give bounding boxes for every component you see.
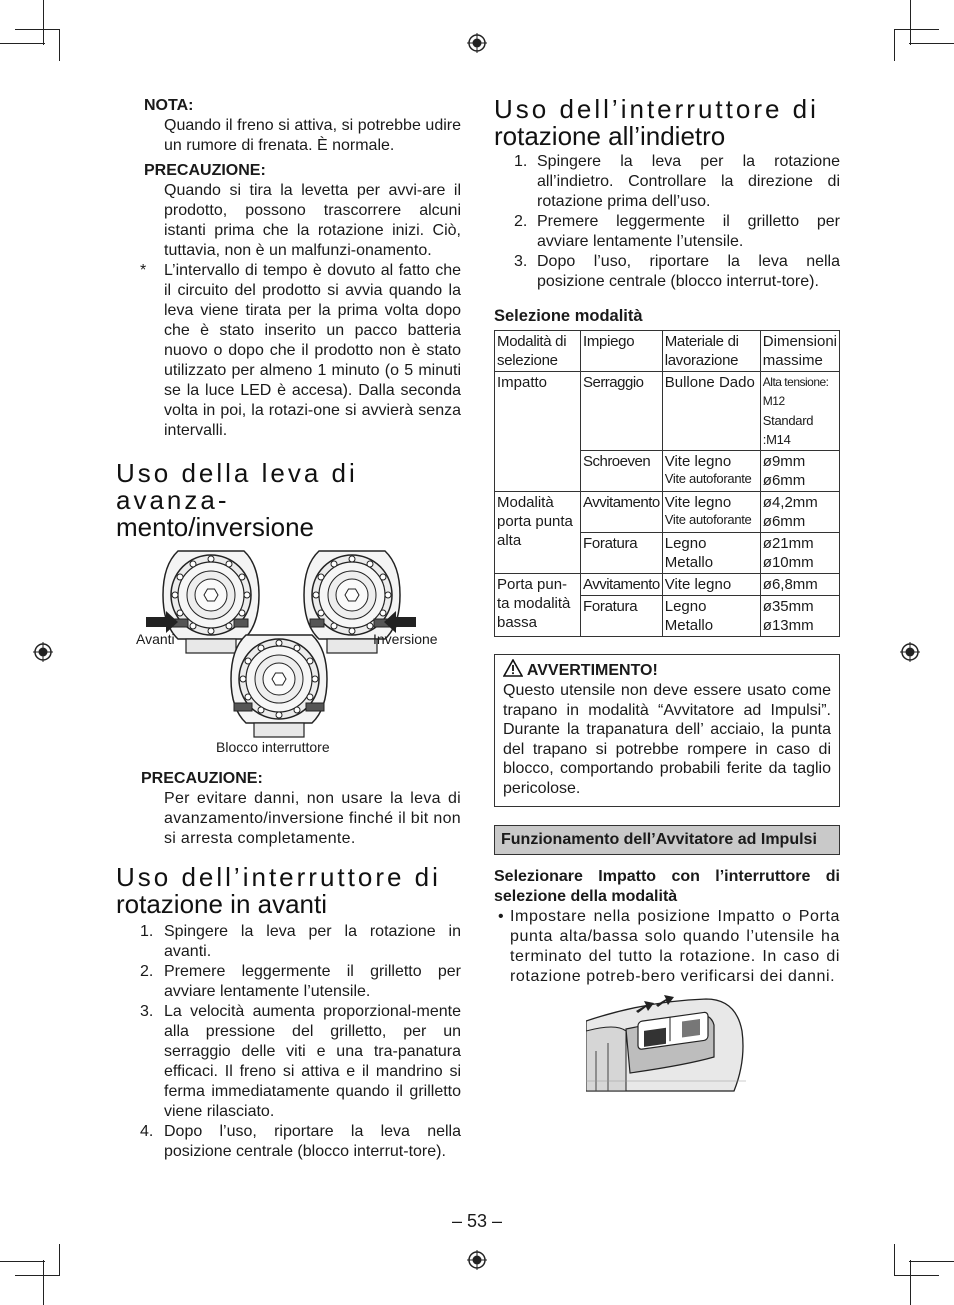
table-header: Dimensioni massime xyxy=(760,331,839,372)
crop-mark xyxy=(0,1261,45,1262)
section-title-line: Uso della leva di avanza- xyxy=(116,458,358,515)
table-row xyxy=(495,574,840,596)
section-title-forward xyxy=(116,864,461,918)
warning-text: Questo utensile non deve essere usato come trapano in modalità “Avvitatore ad Impulsi”. Durante la trapanatura dell’ acciaio, la punta del trapano si potrebbe rompere in caso di blocco, comportando probabili ferite da taglio pericolose. xyxy=(503,682,831,797)
warning-triangle-icon xyxy=(503,659,523,677)
precauzione-label: PRECAUZIONE: xyxy=(141,770,263,787)
page-number: – 53 – xyxy=(451,1211,503,1231)
table-cell-line: ø10mm xyxy=(762,554,814,571)
asterisk-note xyxy=(116,261,461,441)
bullet-mark: • xyxy=(498,908,505,925)
fig-label-reverse: Inversione xyxy=(373,631,438,647)
table-cell: Foratura xyxy=(580,596,662,637)
section-title-lever xyxy=(116,460,461,541)
section-title-line: mento/inversione xyxy=(116,512,314,542)
table-cell-line: ø6mm xyxy=(762,513,806,530)
precauzione-label: PRECAUZIONE: xyxy=(144,162,266,179)
list-item: 3. La velocità aumenta proporzional-mente alla pressione del grilletto, per un serraggio delle viti e una tra-panatura efficaci. Il freno si attiva e il mandrino si ferma immediatamente quando il grilletto viene rilasciato. xyxy=(140,1003,461,1120)
table-cell-line: ø21mm xyxy=(762,535,814,552)
crop-mark xyxy=(909,1261,954,1262)
list-item: 4. Dopo l’uso, riportare la leva nella posizione centrale (blocco interrut-tore). xyxy=(140,1123,461,1160)
table-cell-line: ø13mm xyxy=(762,617,814,634)
left-column xyxy=(116,96,461,1162)
table-cell-line: Vite legno xyxy=(664,453,732,470)
crop-mark xyxy=(15,29,60,30)
table-cell: ø6,8mm xyxy=(760,574,839,596)
crop-mark xyxy=(894,1275,939,1276)
crop-mark xyxy=(894,29,939,30)
list-item: 1. Spingere la leva per la rotazione in avanti. xyxy=(140,923,461,960)
impact-driver-heading: Funzionamento dell’Avvitatore ad Impulsi xyxy=(494,825,840,855)
table-cell: Serraggio xyxy=(580,372,662,451)
registration-mark-icon xyxy=(33,642,53,662)
table-cell-line: Alta tensione: M12 xyxy=(762,375,829,408)
list-item: 1. Spingere la leva per la rotazione all’indietro. Controllare la direzione di rotazione prima dell’uso. xyxy=(514,153,840,210)
table-row xyxy=(495,372,840,451)
lever-figure xyxy=(116,547,461,775)
crop-mark xyxy=(43,1260,44,1305)
table-header: Impiego xyxy=(580,331,662,372)
table-header: Materiale di lavorazione xyxy=(662,331,760,372)
crop-mark xyxy=(0,43,45,44)
table-cell: Schroeven xyxy=(580,451,662,492)
table-cell: Legno Metallo xyxy=(662,533,760,574)
mode-table xyxy=(494,330,840,637)
table-cell-line: Vite autoforante xyxy=(664,471,752,486)
registration-mark-icon xyxy=(900,642,920,662)
table-cell-line: ø35mm xyxy=(762,598,814,615)
table-cell: Legno Metallo xyxy=(662,596,760,637)
table-cell-line: Vite autoforante xyxy=(664,512,752,527)
registration-mark-icon xyxy=(467,1250,487,1270)
table-cell: Modalità porta punta alta xyxy=(495,492,581,574)
precauzione-text: Per evitare danni, non usare la leva di avanzamento/inversione finché il bit non si arresta completamente. xyxy=(164,790,461,847)
table-cell: Bullone Dado xyxy=(662,372,760,451)
table-cell-line: ø9mm xyxy=(762,453,806,470)
select-heading: Selezionare Impatto con l’interruttore di selezione della modalità xyxy=(494,868,840,905)
crop-mark xyxy=(59,29,60,61)
table-cell xyxy=(662,492,760,533)
table-cell-line: Vite legno xyxy=(664,494,732,511)
table-cell xyxy=(760,492,839,533)
crop-mark xyxy=(910,0,911,45)
section-title-line: Uso dell’interruttore di xyxy=(116,862,441,892)
warning-box xyxy=(494,654,840,807)
crop-mark xyxy=(910,1260,911,1305)
list-item: 2. Premere leggermente il grilletto per avviare lentamente l’utensile. xyxy=(514,213,840,250)
section-title-line: Uso dell’interruttore di xyxy=(494,94,819,124)
crop-mark xyxy=(894,1244,895,1276)
section-title-line: rotazione in avanti xyxy=(116,889,328,919)
section-title-line: rotazione all’indietro xyxy=(494,121,726,151)
fig-label-lock: Blocco interruttore xyxy=(216,739,330,755)
right-column xyxy=(494,96,840,1101)
asterisk-text: L’intervallo di tempo è dovuto al fatto che il circuito del prodotto si avvia quando la leva viene tirata per la prima volta dopo che è stato inserito un pacco batteria nuovo o dopo che il prodotto non è stato utilizzato per almeno 1 minuto (o 5 minuti se la luce LED è accesa). Dalla seconda volta in poi, la rotazi-one si avvierà senza intervalli. xyxy=(164,262,461,439)
forward-steps xyxy=(116,922,461,1162)
table-cell: Avvitamento xyxy=(580,492,662,533)
nota-label: NOTA: xyxy=(144,97,194,114)
table-cell: Vite legno xyxy=(662,574,760,596)
crop-mark xyxy=(43,0,44,45)
fig-label-forward: Avanti xyxy=(136,631,175,647)
table-cell: Avvitamento xyxy=(580,574,662,596)
table-cell xyxy=(760,596,839,637)
table-cell xyxy=(760,533,839,574)
table-cell: Impatto xyxy=(495,372,581,492)
warning-title-row xyxy=(503,659,831,681)
registration-mark-icon xyxy=(467,33,487,53)
nota-text: Quando il freno si attiva, si potrebbe udire un rumore di frenata. È normale. xyxy=(164,117,461,154)
crop-mark xyxy=(909,43,954,44)
bullet-text: Impostare nella posizione Impatto o Porta punta alta/bassa solo quando l’utensile ha terminato del tutto la rotazione. In caso di rotazione potreb-bero verificarsi dei danni. xyxy=(510,908,840,985)
bullet-note xyxy=(494,907,840,987)
crop-mark xyxy=(894,29,895,61)
table-cell-line: Standard :M14 xyxy=(762,413,814,447)
crop-mark xyxy=(59,1244,60,1276)
table-row xyxy=(495,331,840,372)
table-cell xyxy=(662,451,760,492)
table-header: Modalità di selezione xyxy=(495,331,581,372)
table-cell: Foratura xyxy=(580,533,662,574)
tool-switch-illustration xyxy=(586,991,746,1101)
crop-mark xyxy=(15,1275,60,1276)
reverse-steps xyxy=(494,152,840,292)
precauzione-text: Quando si tira la levetta per avvi-are il prodotto, possono trascorrere alcuni istanti prima che la rotazione inizi. Ciò, tuttavia, non è un malfunzi-onamento. xyxy=(164,182,461,259)
table-cell-line: ø4,2mm xyxy=(762,494,818,511)
asterisk-mark: * xyxy=(140,262,147,279)
table-cell xyxy=(760,372,839,451)
table-title: Selezione modalità xyxy=(494,307,643,325)
warning-title: AVVERTIMENTO! xyxy=(526,662,658,679)
table-row xyxy=(495,492,840,533)
list-item: 2. Premere leggermente il grilletto per avviare lentamente l’utensile. xyxy=(140,963,461,1000)
table-cell xyxy=(760,451,839,492)
table-cell-line: ø6mm xyxy=(762,472,806,489)
section-title-reverse xyxy=(494,96,840,150)
list-item: 3. Dopo l’uso, riportare la leva nella posizione centrale (blocco interrut-tore). xyxy=(514,253,840,290)
table-cell: Porta pun-ta modalità bassa xyxy=(495,574,581,637)
